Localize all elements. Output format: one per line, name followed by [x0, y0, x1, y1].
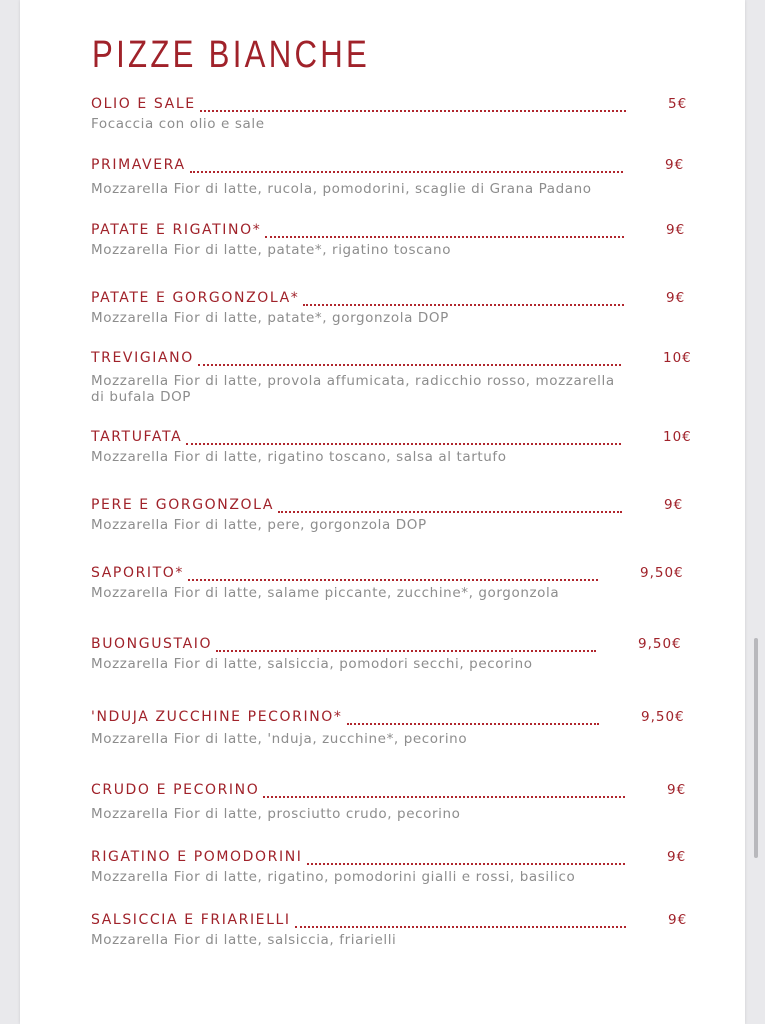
item-description: Focaccia con olio e sale: [91, 116, 265, 132]
scrollbar-thumb[interactable]: [754, 638, 758, 858]
dot-leader: [303, 304, 624, 306]
menu-item: [91, 96, 691, 132]
item-name: 'NDUJA ZUCCHINE PECORINO*: [91, 709, 343, 725]
item-header: [91, 96, 691, 116]
item-name: CRUDO E PECORINO: [91, 782, 260, 798]
item-header: [91, 782, 691, 802]
item-description: Mozzarella Fior di latte, patate*, gorgonzola DOP: [91, 310, 449, 326]
item-header: [91, 849, 691, 869]
item-header: [91, 350, 691, 370]
item-description: Mozzarella Fior di latte, patate*, rigatino toscano: [91, 242, 452, 258]
dot-leader: [263, 796, 625, 798]
item-price: 9€: [666, 290, 686, 306]
item-description: Mozzarella Fior di latte, prosciutto crudo, pecorino: [91, 806, 461, 822]
dot-leader: [278, 511, 622, 513]
item-price: 5€: [668, 96, 688, 112]
item-description: Mozzarella Fior di latte, rucola, pomodorini, scaglie di Grana Padano: [91, 181, 592, 197]
item-price: 9€: [665, 157, 685, 173]
item-description: Mozzarella Fior di latte, salsiccia, friarielli: [91, 932, 397, 948]
dot-leader: [307, 863, 625, 865]
item-name: PERE E GORGONZOLA: [91, 497, 275, 513]
item-header: [91, 636, 691, 656]
item-description: Mozzarella Fior di latte, rigatino, pomodorini gialli e rossi, basilico: [91, 869, 576, 885]
menu-item: [91, 350, 691, 405]
item-header: [91, 222, 691, 242]
item-name: BUONGUSTAIO: [91, 636, 213, 652]
menu-item: [91, 912, 691, 948]
dot-leader: [265, 236, 624, 238]
dot-leader: [188, 579, 598, 581]
item-name: OLIO E SALE: [91, 96, 196, 112]
item-price: 9€: [664, 497, 684, 513]
item-description: Mozzarella Fior di latte, provola affumicata, radicchio rosso, mozzarella di bufala DOP: [91, 373, 615, 405]
item-header: [91, 290, 691, 310]
menu-item: [91, 565, 691, 601]
item-header: [91, 565, 691, 585]
item-name: SALSICCIA E FRIARIELLI: [91, 912, 291, 928]
item-description: Mozzarella Fior di latte, rigatino toscano, salsa al tartufo: [91, 449, 507, 465]
item-header: [91, 912, 691, 932]
menu-page: [20, 0, 745, 1024]
dot-leader: [216, 650, 596, 652]
item-name: PRIMAVERA: [91, 157, 186, 173]
item-header: [91, 497, 691, 517]
item-price: 10€: [663, 429, 692, 445]
item-price: 9,50€: [638, 636, 682, 652]
menu-item: [91, 709, 691, 747]
menu-item: [91, 429, 691, 465]
item-price: 10€: [663, 350, 692, 366]
item-header: [91, 429, 691, 449]
menu-title: PIZZE BIANCHE: [92, 34, 371, 76]
item-description: Mozzarella Fior di latte, 'nduja, zucchine*, pecorino: [91, 731, 468, 747]
item-price: 9€: [667, 782, 687, 798]
item-price: 9€: [666, 222, 686, 238]
dot-leader: [295, 926, 626, 928]
menu-item: [91, 497, 691, 533]
item-description: Mozzarella Fior di latte, pere, gorgonzola DOP: [91, 517, 427, 533]
item-name: TARTUFATA: [91, 429, 183, 445]
item-header: [91, 157, 691, 177]
menu-item: [91, 157, 691, 197]
menu-item: [91, 222, 691, 258]
item-description: Mozzarella Fior di latte, salsiccia, pomodori secchi, pecorino: [91, 656, 533, 672]
item-price: 9€: [668, 912, 688, 928]
item-name: PATATE E RIGATINO*: [91, 222, 262, 238]
dot-leader: [190, 171, 623, 173]
item-header: [91, 709, 691, 729]
menu-item: [91, 782, 691, 822]
item-name: SAPORITO*: [91, 565, 185, 581]
item-price: 9,50€: [640, 565, 684, 581]
item-description: Mozzarella Fior di latte, salame piccante, zucchine*, gorgonzola: [91, 585, 560, 601]
item-price: 9,50€: [641, 709, 685, 725]
item-name: TREVIGIANO: [91, 350, 194, 366]
dot-leader: [198, 364, 621, 366]
menu-item: [91, 636, 691, 672]
menu-item: [91, 290, 691, 326]
dot-leader: [347, 723, 599, 725]
item-name: RIGATINO E POMODORINI: [91, 849, 303, 865]
dot-leader: [186, 443, 621, 445]
dot-leader: [200, 110, 626, 112]
item-price: 9€: [667, 849, 687, 865]
menu-item: [91, 849, 691, 885]
item-name: PATATE E GORGONZOLA*: [91, 290, 300, 306]
